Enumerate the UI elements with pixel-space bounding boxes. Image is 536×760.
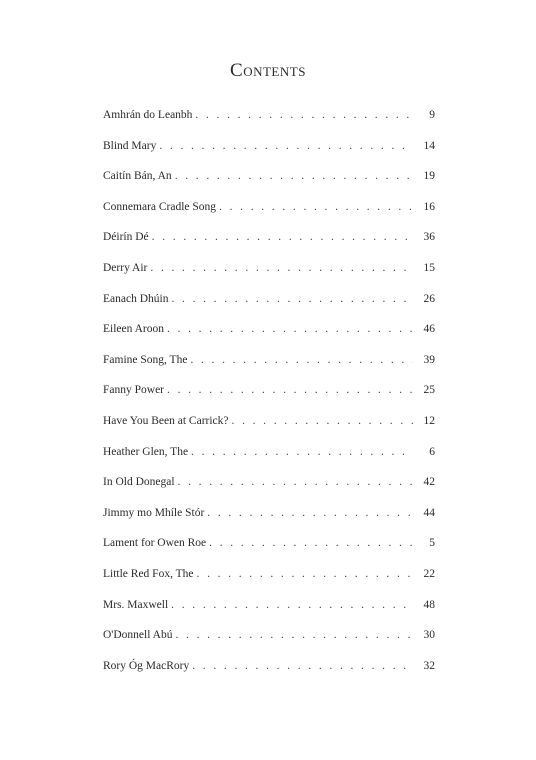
toc-entry-title: Fanny Power xyxy=(103,384,165,397)
toc-entry-page-number: 36 xyxy=(423,231,435,244)
dot-leader xyxy=(209,531,413,555)
toc-entry xyxy=(103,164,435,195)
toc-entry-page-number: 16 xyxy=(423,200,435,213)
page-title: Contents xyxy=(230,60,306,81)
toc-entry-title: Have You Been at Carrick? xyxy=(103,414,229,427)
toc-entry-title: Caitín Bán, An xyxy=(103,170,172,183)
dot-leader xyxy=(171,593,413,617)
toc-entry xyxy=(103,654,435,685)
dot-leader xyxy=(167,378,413,402)
dot-leader xyxy=(171,287,413,311)
toc-entry-page-number: 15 xyxy=(423,261,435,274)
dot-leader xyxy=(195,103,413,127)
toc-entry-page-number: 19 xyxy=(423,170,435,183)
toc-entry-title: Connemara Cradle Song xyxy=(103,200,217,213)
dot-leader xyxy=(192,654,413,678)
toc-entry xyxy=(103,103,435,134)
dot-leader xyxy=(190,348,413,372)
toc-entry xyxy=(103,562,435,593)
dot-leader xyxy=(150,256,413,280)
toc-entry-page-number: 6 xyxy=(429,445,435,458)
toc-entry-page-number: 9 xyxy=(429,109,435,121)
toc-entry-page-number: 39 xyxy=(423,353,435,366)
dot-leader xyxy=(152,225,413,249)
toc-entry-page-number: 5 xyxy=(429,537,435,550)
toc-entry-page-number: 32 xyxy=(423,659,435,672)
toc-entry-page-number: 42 xyxy=(423,476,435,489)
toc-entry-title: Little Red Fox, The xyxy=(103,567,194,580)
toc-entry xyxy=(103,531,435,562)
toc-entry-page-number: 46 xyxy=(423,323,435,336)
toc-entry-title: Heather Glen, The xyxy=(103,445,189,458)
dot-leader xyxy=(232,409,413,433)
toc-entry-title: Lament for Owen Roe xyxy=(103,537,207,550)
toc-entry-title: In Old Donegal xyxy=(103,476,175,489)
toc-entry-title: Famine Song, The xyxy=(103,353,188,366)
toc-entry xyxy=(103,409,435,440)
toc-entry xyxy=(103,225,435,256)
toc-entry xyxy=(103,593,435,624)
dot-leader xyxy=(159,134,413,158)
dot-leader xyxy=(207,501,413,525)
toc-entry-page-number: 12 xyxy=(423,414,435,427)
dot-leader xyxy=(175,164,413,188)
toc-entry-title: Jimmy mo Mhíle Stór xyxy=(103,506,205,519)
toc-entry xyxy=(103,348,435,379)
toc-entry-page-number: 22 xyxy=(423,567,435,580)
toc-entry-title: Eanach Dhúin xyxy=(103,292,169,305)
toc-entry-page-number: 30 xyxy=(423,629,435,642)
toc-entry xyxy=(103,317,435,348)
toc-entry-page-number: 26 xyxy=(423,292,435,305)
table-of-contents xyxy=(103,103,435,684)
dot-leader xyxy=(178,470,413,494)
toc-entry-title: O'Donnell Abú xyxy=(103,629,173,642)
toc-entry-title: Derry Air xyxy=(103,261,148,274)
toc-entry xyxy=(103,195,435,226)
toc-entry xyxy=(103,470,435,501)
toc-entry-page-number: 48 xyxy=(423,598,435,611)
toc-entry-title: Blind Mary xyxy=(103,139,157,152)
toc-entry-title: Eileen Aroon xyxy=(103,323,164,336)
dot-leader xyxy=(167,317,413,341)
dot-leader xyxy=(191,440,413,464)
dot-leader xyxy=(175,623,413,647)
toc-entry-page-number: 44 xyxy=(423,506,435,519)
toc-entry xyxy=(103,378,435,409)
toc-entry-title: Mrs. Maxwell xyxy=(103,598,169,611)
toc-entry xyxy=(103,287,435,318)
toc-entry xyxy=(103,623,435,654)
toc-entry-title: Déirín Dé xyxy=(103,231,149,244)
toc-entry-page-number: 25 xyxy=(423,384,435,397)
toc-entry xyxy=(103,256,435,287)
toc-entry-title: Amhrán do Leanbh xyxy=(103,109,193,121)
dot-leader xyxy=(219,195,413,219)
toc-entry xyxy=(103,501,435,532)
toc-entry-title: Rory Óg MacRory xyxy=(103,659,190,672)
toc-entry xyxy=(103,134,435,165)
toc-entry-page-number: 14 xyxy=(423,139,435,152)
toc-entry xyxy=(103,440,435,471)
dot-leader xyxy=(197,562,413,586)
